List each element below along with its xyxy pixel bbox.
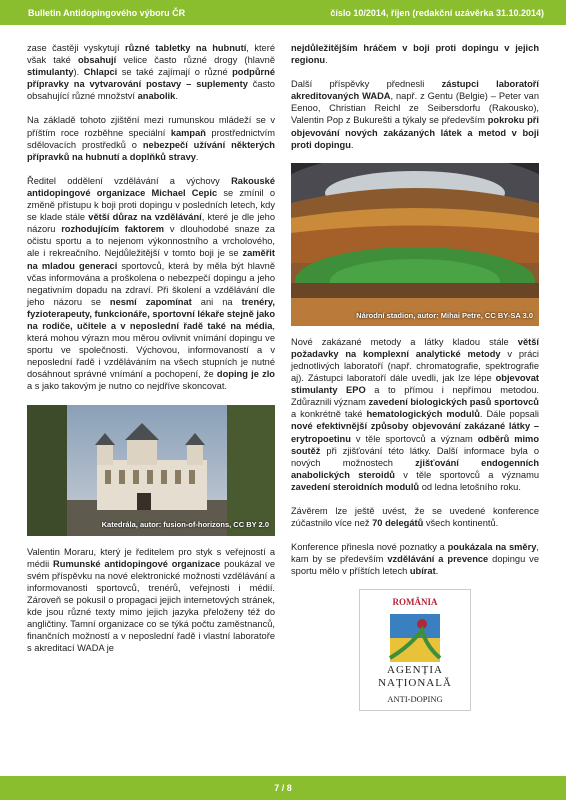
text-run: . [175, 91, 178, 102]
text-run: často obsahující různé množství [27, 79, 275, 102]
text-run: Další příspěvky přednesli [291, 79, 442, 90]
text-run: . Dále popsali [479, 409, 539, 420]
emphasis: nebezpečí užívání některých přípravků na hubnutí a doplňků stravy [27, 139, 275, 162]
paragraph [291, 78, 539, 151]
text-run: v těle sportovců a významu [394, 469, 539, 480]
photo-caption: Katedrála, autor: fusion-of-horizons, CC BY 2.0 [101, 520, 269, 530]
emphasis: zástupci laboratoří akreditovaných WADA [291, 79, 540, 102]
emphasis: trenéry, fyzioterapeuty, funkcionáře, sportovní lékaře stejně jako na rodiče, učitele a v neposlední řadě také na média [27, 296, 275, 331]
text-run: při zjišťování této látky. Další informace byla o nových možnostech [291, 445, 539, 468]
text-run: sportovců, která by měla být hlavně včas informována a proškolena o nebezpečí dopingu a jeho negativním dopadu na zdraví. Při školení a vzdělávání dle jeho názoru se [27, 260, 275, 307]
emphasis: poukázala na směry [447, 542, 537, 553]
emphasis: větší důraz na vzdělávání [88, 212, 202, 223]
emphasis: Chlapci [83, 67, 118, 78]
paragraph [27, 546, 275, 655]
photo-caption: Národní stadion, autor: Mihai Petre, CC BY-SA 3.0 [356, 310, 533, 320]
text-run: Konference přinesla nové poznatky a [291, 542, 448, 553]
paragraph [27, 42, 275, 102]
text-run: , např. z Gentu (Belgie) – Peter van Eenoo, Christian Reichl ze Seibersdorfu (Rakousko), Valentin Pop z Bukurešti a týkaly se především [291, 91, 539, 126]
emphasis: nesmí zapomínat [109, 296, 192, 307]
emphasis: zjišťování endogenních anabolických steroidů [291, 457, 540, 480]
emphasis: nejdůležitějším hráčem v boji proti dopingu v jejich regionu [291, 43, 539, 66]
text-run: . [325, 55, 328, 66]
emphasis: zavedení steroidních modulů [291, 481, 420, 492]
emphasis: zavedení biologických pasů sportovců [368, 397, 539, 408]
emphasis: stimulanty [27, 67, 74, 78]
text-run: ani na [191, 296, 242, 307]
emphasis: zaměřit na mladou generaci [27, 248, 275, 271]
text-run: a to přímou i nepřímou metodou. Zdůraznili význam [291, 385, 539, 408]
emphasis: Rakouské antidopingové organizace Michael Cepic [27, 175, 275, 198]
text-run: Valentin Moraru, který je ředitelem pro styk s veřejností a médii [27, 546, 275, 569]
text-run: se také zajímají o různé [117, 67, 233, 78]
paragraph [291, 505, 539, 529]
text-run: velice často různé drogy (hlavně [116, 55, 275, 66]
text-run: v práci jednotlivých laboratoří (např. chromatografie, spektrografie aj). Zástupci laboratoří dále uvedli, jak lze lépe [291, 348, 539, 384]
left-column [27, 42, 275, 666]
emphasis: nové efektivnější způsoby objevování zakázané látky – erytropoetinu [291, 421, 539, 444]
emphasis: rozhodujícím faktorem [61, 224, 165, 235]
text-run: poukázal ve svém příspěvku na nové elektronické možnosti vzdělávání a informovanosti sportovců, trenérů, veřejnosti i médií. Zároveň se pokusil o propagaci jejich internetových stránek, kde jsou různé texty mimo jejich jazyka přeloženy též do angličtiny. Tamní organizace co se týká počtu zaměstnanců, finančních možností a v neposlední řadě i vlastní laboratoře s akreditací WADA je [27, 558, 275, 654]
emphasis: hematologických modulů [366, 409, 480, 420]
paragraph [291, 541, 539, 577]
emphasis: obsahují [78, 55, 117, 66]
page-footer [0, 776, 566, 800]
text-run: ). [73, 67, 84, 78]
emphasis: různé tabletky na hubnutí [125, 43, 247, 53]
text-run: v dlouhodobé snaze za očistu sportu a to nejenom výkonnostního a vrcholového, ale i rekreačního. Nejdůležitější v tomto boji je se [27, 224, 275, 259]
text-run: , kam by se především [291, 542, 539, 565]
emphasis: podpůrné přípravky na vytvarování postavy – suplementy [27, 67, 275, 90]
bulletin-title: Bulletin Antidopingového výboru ČR [28, 8, 186, 18]
paragraph [291, 42, 539, 66]
text-run: prostřednictvím sdělovacích prostředků o [27, 127, 275, 150]
text-run: , které je dle jeho názoru [27, 212, 275, 235]
emphasis: doping je zlo [216, 369, 275, 380]
cathedral-image [27, 405, 275, 536]
text-run: všech kontinentů. [423, 518, 499, 529]
stadium-image [291, 163, 539, 326]
logo-country: ROMÂNIA [392, 597, 438, 608]
romania-anti-doping-agency-logo [359, 589, 471, 711]
text-run: zase častěji vyskytují [27, 43, 126, 53]
text-run: v těle sportovců a význam [350, 433, 478, 444]
paragraph [27, 114, 275, 162]
right-column [291, 42, 539, 711]
logo-figure-icon [360, 606, 470, 666]
issue-info: číslo 10/2014, říjen (redakční uzávěrka 31.10.2014) [330, 8, 544, 18]
text-run: . [350, 139, 354, 150]
cathedral-photo [27, 405, 275, 536]
emphasis: 70 delegátů [372, 518, 424, 529]
logo-line-nationala: NAȚIONALĂ [378, 677, 452, 690]
paragraph [291, 336, 539, 493]
text-run: , která mohou výrazn mou měrou ovlivnit vnímání dopingu ve sportu ve společnosti. Výchovou, informovaností a v neposlední řadě i vzděláváním na všech stupních je nutné dosáhnout správné vnímání a pochopení, že [27, 320, 275, 380]
text-run: Nové zakázané metody a látky kladou stále [291, 336, 518, 347]
emphasis: anabolik [137, 91, 176, 102]
emphasis: větší požadavky na komplexní analytické metody [291, 336, 539, 359]
logo-line-anti-doping: ANTI-DOPING [387, 694, 443, 705]
text-run: a s jako takovým je nutno co nejdříve skoncovat. [27, 381, 227, 392]
emphasis: objevovat stimulanty EPO [291, 373, 539, 396]
text-run: a konkrétně také [291, 409, 367, 420]
page-header [0, 0, 566, 25]
text-run: . [435, 566, 439, 577]
emphasis: odběrů mimo soutěž [291, 433, 539, 456]
text-run: Závěrem lze ještě uvést, že se uvedené konference zúčastnilo více než [291, 505, 539, 529]
emphasis: pokroku při objevování nových zakázaných látek a metod v boji proti dopingu [291, 115, 540, 150]
text-run: Na základě tohoto zjištění mezi rumunskou mládeží se v příštím roce rozběhne speciální [27, 115, 275, 138]
emphasis: Rumunské antidopingové organizace [53, 558, 221, 569]
text-run: od ledna letošního roku. [419, 481, 521, 492]
emphasis: vzdělávání a prevence [387, 554, 489, 565]
paragraph [27, 175, 275, 393]
text-run: se zmínil o změně přístupu k boji proti dopingu v posledních letech, kdy se klade stále [27, 187, 275, 223]
emphasis: ubírat [409, 566, 436, 577]
stadium-photo [291, 163, 539, 326]
emphasis: kampaň [170, 127, 206, 138]
text-run: Ředitel oddělení vzdělávání a výchovy [27, 175, 232, 186]
page-number: 7 / 8 [274, 783, 292, 793]
logo-line-agentia: AGENȚIA [387, 664, 443, 677]
text-run: dopingu ve sportu mělo v příštích letech [291, 554, 539, 577]
text-run: . [195, 151, 199, 162]
text-run: , které však také [27, 43, 275, 66]
